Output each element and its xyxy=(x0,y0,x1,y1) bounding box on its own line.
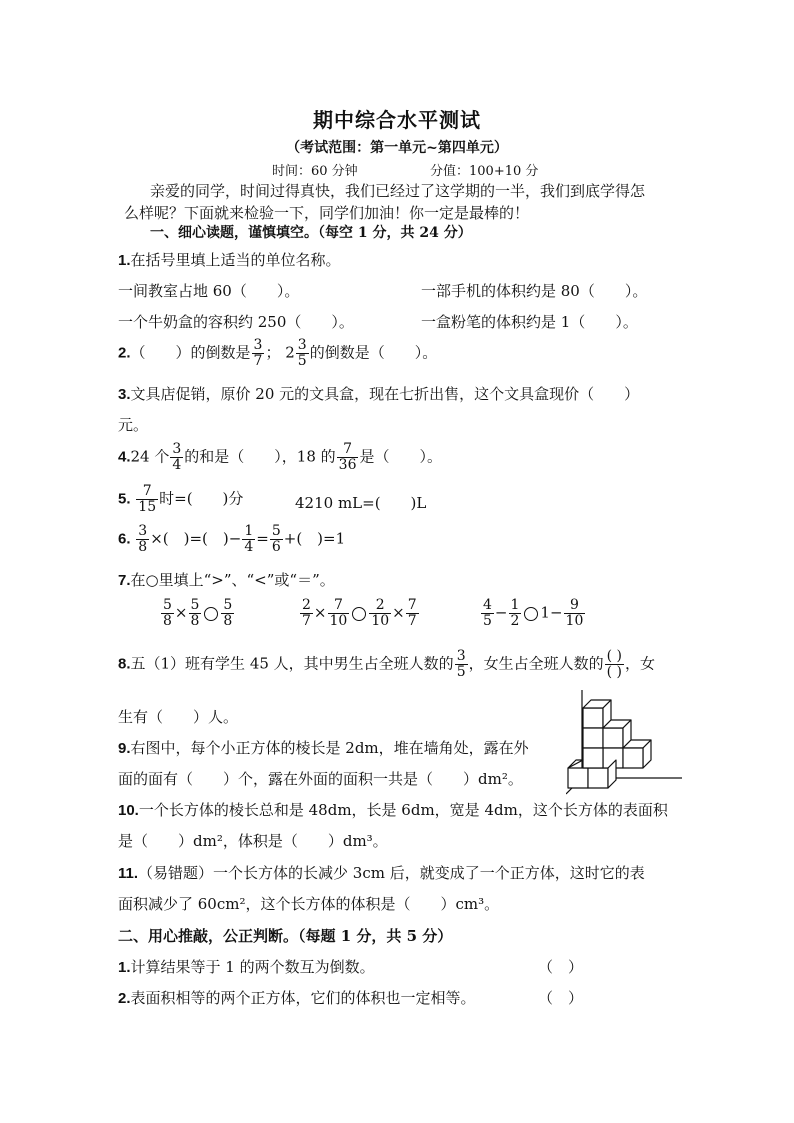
denominator: 7 xyxy=(253,353,263,369)
denominator: 8 xyxy=(163,613,172,629)
q2-text-1: （ ）的倒数是 xyxy=(130,343,251,362)
fraction xyxy=(136,484,158,515)
q8-text-1: 五（1）班有学生 45 人，其中男生占全班人数的 xyxy=(130,654,454,673)
compare-circle[interactable] xyxy=(524,607,538,621)
time-limit: 时间：60 分钟 xyxy=(272,164,358,179)
q1-item-b: 一部手机的体积约是 80（ ）。 xyxy=(421,282,648,300)
q5-text-1: 时=( )分 xyxy=(159,489,244,508)
compare-circle[interactable] xyxy=(352,607,366,621)
intro-line-1: 亲爱的同学，时间过得真快，我们已经过了这学期的一半，我们到底学得怎 xyxy=(150,182,646,200)
question-text: 在括号里填上适当的单位名称。 xyxy=(130,251,341,269)
numerator: 4 xyxy=(483,597,492,613)
cube xyxy=(583,728,603,748)
denominator: 5 xyxy=(456,664,466,680)
denominator: 10 xyxy=(565,613,584,629)
question-number: 6. xyxy=(118,530,131,548)
question-number: 3. xyxy=(118,386,131,403)
q9-line-1: 右图中，每个小正方体的棱长是 2dm，堆在墙角处，露在外 xyxy=(130,739,529,757)
compare-circle[interactable] xyxy=(204,607,218,621)
denominator: 2 xyxy=(510,613,520,629)
numerator-blank: ( ) xyxy=(606,648,622,664)
q8-line-2: 生有（ ）人。 xyxy=(118,708,239,726)
question-6 xyxy=(118,524,345,555)
question-10 xyxy=(118,799,668,820)
page-title: 期中综合水平测试 xyxy=(313,108,481,132)
denominator: 7 xyxy=(302,613,311,629)
question-8 xyxy=(118,649,655,680)
denominator: 36 xyxy=(338,457,357,473)
operator: × xyxy=(313,603,327,622)
intro-line-2: 么样呢？下面就来检验一下，同学们加油！你一定是最棒的！ xyxy=(124,204,530,222)
fraction xyxy=(481,598,494,629)
denominator: 10 xyxy=(329,613,348,629)
numerator: 5 xyxy=(223,597,233,613)
q7-expression-3 xyxy=(480,598,586,629)
operator: × xyxy=(392,603,405,622)
exam-scope: （考试范围：第一单元~第四单元） xyxy=(286,140,508,156)
q3-line-2: 元。 xyxy=(118,416,149,434)
cube xyxy=(583,708,603,728)
denominator: 4 xyxy=(172,457,182,473)
fraction xyxy=(406,598,419,629)
numerator: 2 xyxy=(369,598,391,614)
q11-line-1: （易错题）一个长方体的长减少 3cm 后，就变成了一个正方体，这时它的表 xyxy=(138,864,645,882)
q7-expression-2 xyxy=(299,598,420,629)
numerator: 9 xyxy=(564,598,586,614)
numerator: 1 xyxy=(244,523,254,539)
numerator: 3 xyxy=(253,337,263,353)
blank-fraction[interactable] xyxy=(605,649,624,680)
q2-text-3: 的倒数是（ ）。 xyxy=(309,343,438,362)
question-text: 计算结果等于 1 的两个数互为倒数。 xyxy=(130,958,375,976)
question-9 xyxy=(118,737,529,758)
fraction xyxy=(300,598,313,629)
judgment-2 xyxy=(118,987,476,1008)
fraction xyxy=(161,598,174,629)
fraction xyxy=(242,524,255,555)
question-text: 在○里填上“>”、“<”或“＝”。 xyxy=(130,571,335,589)
numerator: 7 xyxy=(337,442,359,458)
fraction xyxy=(337,442,359,473)
operator: − xyxy=(494,603,508,622)
fraction xyxy=(252,338,265,369)
q9-line-2: 面的面有（ ）个，露在外面的面积一共是（ ）dm²。 xyxy=(118,770,523,788)
fraction xyxy=(296,338,309,369)
fraction xyxy=(189,598,202,629)
cube xyxy=(588,768,608,788)
cube xyxy=(623,748,643,768)
q6-text-3: +( )=1 xyxy=(283,529,346,548)
question-5 xyxy=(118,484,243,515)
judgment-1-answer-blank[interactable]: （ ） xyxy=(538,958,584,976)
q1-item-d: 一盒粉笔的体积约是 1（ ）。 xyxy=(421,313,638,331)
q8-text-2: ，女生占全班人数的 xyxy=(468,654,604,673)
denominator: 8 xyxy=(138,539,148,555)
fraction xyxy=(270,524,283,555)
question-4 xyxy=(118,442,442,473)
question-1 xyxy=(118,249,341,270)
q4-text-2: 的和是（ ），18 的 xyxy=(184,447,336,466)
question-number: 8. xyxy=(118,655,131,673)
question-number: 10. xyxy=(118,802,139,819)
cube xyxy=(583,748,603,768)
numerator: 1 xyxy=(510,597,520,613)
q6-text-2: = xyxy=(256,529,269,548)
q10-line-1: 一个长方体的棱长总和是 48dm，长是 6dm，宽是 4dm，这个长方体的表面积 xyxy=(138,801,668,819)
q1-item-a: 一间教室占地 60（ ）。 xyxy=(118,282,300,300)
question-number: 2. xyxy=(118,990,131,1007)
question-number: 2. xyxy=(118,344,131,362)
whole-number: 2 xyxy=(285,343,295,362)
expression-text: 1− xyxy=(540,603,563,622)
score-value: 分值：100+10 分 xyxy=(430,164,539,179)
fraction xyxy=(509,598,522,629)
denominator: 8 xyxy=(223,613,233,629)
section-1-heading: 一、细心读题，谨慎填空。（每空 1 分，共 24 分） xyxy=(150,225,472,241)
operator: × xyxy=(174,603,188,622)
denominator: 10 xyxy=(371,613,390,629)
numerator: 3 xyxy=(138,523,148,539)
cube xyxy=(603,728,623,748)
question-2 xyxy=(118,338,437,369)
question-7 xyxy=(118,569,335,590)
denominator-blank: ( ) xyxy=(606,664,622,680)
denominator: 15 xyxy=(138,499,157,515)
fraction xyxy=(221,598,234,629)
numerator: 7 xyxy=(328,598,350,614)
question-number: 7. xyxy=(118,572,131,589)
numerator: 7 xyxy=(407,597,417,613)
fraction xyxy=(170,442,183,473)
fraction xyxy=(564,598,586,629)
denominator: 7 xyxy=(407,613,417,629)
cube-stack-figure xyxy=(566,688,684,800)
denominator: 4 xyxy=(244,539,254,555)
denominator: 6 xyxy=(271,539,281,555)
fraction xyxy=(328,598,350,629)
judgment-2-answer-blank[interactable]: （ ） xyxy=(538,989,584,1007)
q11-line-2: 面积减少了 60cm²，这个长方体的体积是（ ）cm³。 xyxy=(118,895,500,913)
question-number: 9. xyxy=(118,740,131,757)
q1-item-c: 一个牛奶盒的容积约 250（ ）。 xyxy=(118,313,354,331)
question-3 xyxy=(118,383,639,404)
fraction xyxy=(136,524,149,555)
cube xyxy=(568,768,588,788)
q2-text-2: ； xyxy=(265,343,281,362)
numerator: 2 xyxy=(302,597,311,613)
fraction xyxy=(455,649,468,680)
q5-text-2: 4210 mL=( )L xyxy=(295,494,427,512)
numerator: 5 xyxy=(163,597,172,613)
numerator: 3 xyxy=(297,337,307,353)
numerator: 3 xyxy=(456,648,466,664)
numerator: 5 xyxy=(271,523,281,539)
q4-text-3: 是（ ）。 xyxy=(359,447,442,466)
q3-line-1: 文具店促销，原价 20 元的文具盒，现在七折出售，这个文具盒现价（ ） xyxy=(130,385,640,403)
numerator: 7 xyxy=(136,484,158,500)
question-number: 1. xyxy=(118,252,131,269)
q10-line-2: 是（ ）dm²，体积是（ ）dm³。 xyxy=(118,832,388,850)
denominator: 5 xyxy=(297,353,307,369)
question-number: 1. xyxy=(118,959,131,976)
q6-text-1: ×( )=( )− xyxy=(150,529,242,548)
fraction xyxy=(369,598,391,629)
cube-edge xyxy=(568,760,583,768)
question-number: 4. xyxy=(118,448,131,466)
judgment-1 xyxy=(118,956,375,977)
section-2-heading: 二、用心推敲，公正判断。（每题 1 分，共 5 分） xyxy=(118,927,453,945)
numerator: 5 xyxy=(190,597,200,613)
question-number: 5. xyxy=(118,490,131,508)
q4-text-1: 24 个 xyxy=(130,447,170,466)
q7-expression-1 xyxy=(160,598,235,629)
denominator: 5 xyxy=(483,613,492,629)
question-text: 表面积相等的两个正方体，它们的体积也一定相等。 xyxy=(130,989,476,1007)
numerator: 3 xyxy=(172,441,182,457)
question-number: 11. xyxy=(118,865,139,882)
q8-text-3: ，女 xyxy=(625,654,656,673)
question-11 xyxy=(118,862,645,883)
denominator: 8 xyxy=(190,613,200,629)
